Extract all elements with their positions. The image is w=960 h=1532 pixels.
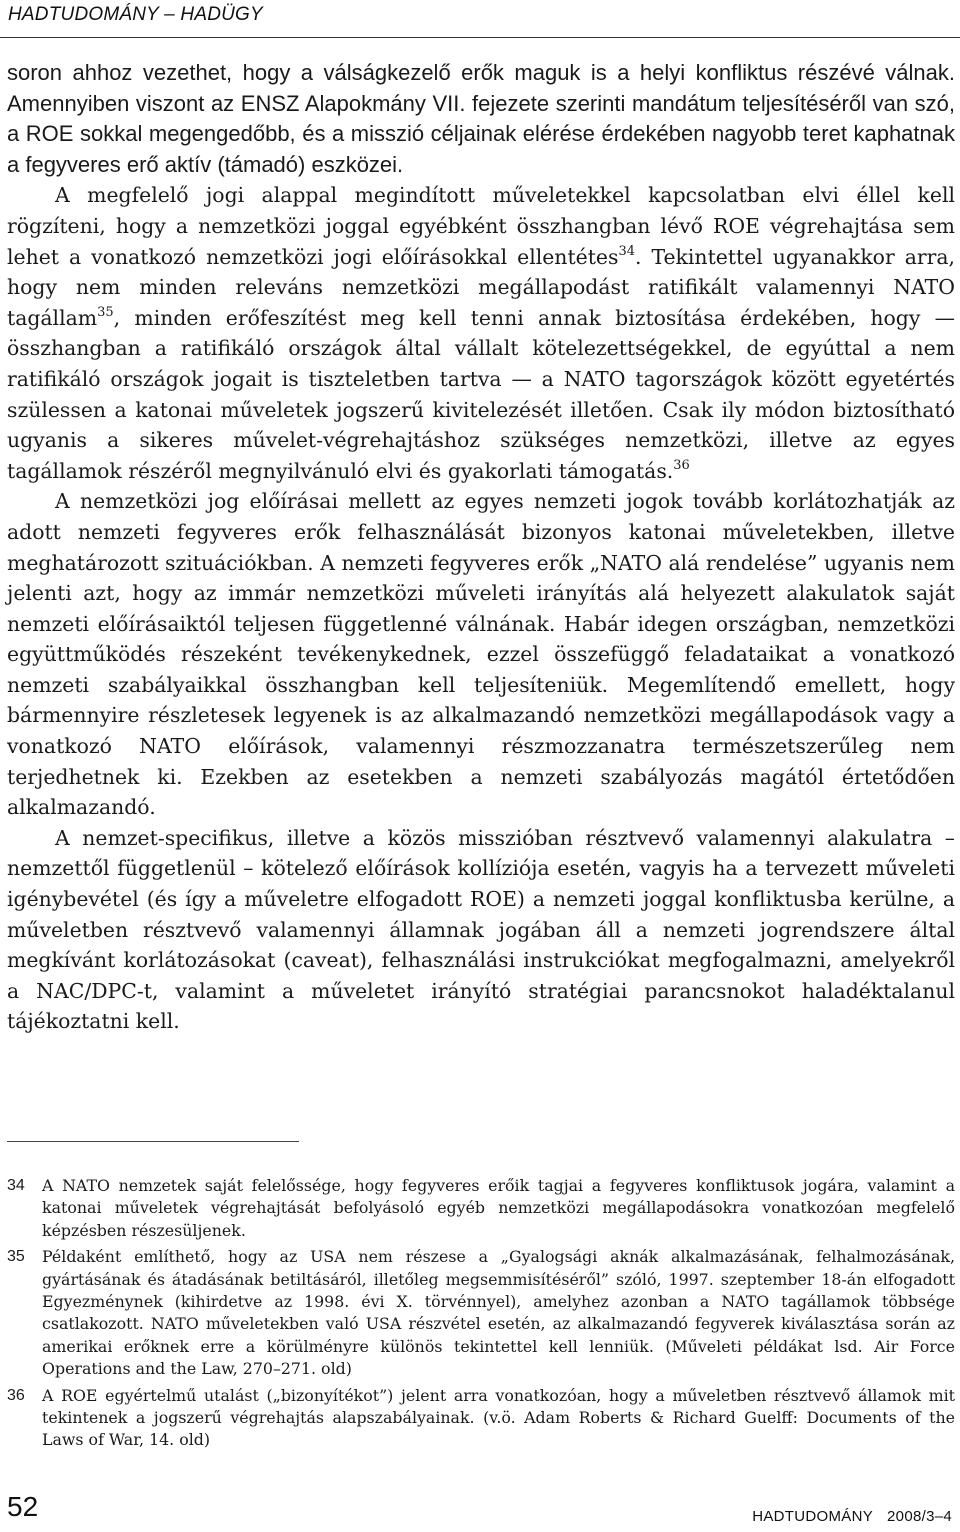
footnote-ref-34[interactable]: 34 xyxy=(618,243,635,259)
footnote-number: 34 xyxy=(7,1177,25,1194)
paragraph-3: A nemzetközi jog előírásai mellett az egyes nemzeti jogok tovább korlátozhatják az adott nemzeti fegyveres erők felhasználását bizonyos katonai műveletekben, illetve meghatározott szituációkban. A nemzeti fegyveres erők „NATO alá rendelése” ugyanis nem jelenti azt, hogy az immár nemzetközi műveleti irányítás alá helyezett alakulatok saját nemzeti előírásaiktól teljesen függetlenné válnának. Habár idegen országban, nemzetközi együttműködés részeként tevékenykednek, ezzel összefüggő feladataikat a vonatkozó nemzeti szabályaikkal összhangban kell teljesíteniük. Megemlítendő emellett, hogy bármennyire részletesek legyenek is az alkalmazandó nemzetközi megállapodások vagy a vonatkozó NATO előírások, valamennyi részmozzanatra természetszerűleg nem terjedhetnek ki. Ezekben az esetekben a nemzeti szabályozás magától értetődően alkalmazandó. xyxy=(7,489,955,820)
paragraph-1: soron ahhoz vezethet, hogy a válságkezelő erők maguk is a helyi konfliktus részévé válnak. Amennyiben viszont az ENSZ Alapokmány VII. fejezete szerinti mandátum teljesítéséről van szó, a ROE sokkal megengedőbb, és a misszió céljainak elérése érdekében nagyobb teret kaphatnak a fegyveres erő aktív (támadó) eszközei. xyxy=(7,60,955,177)
journal-name: HADTUDOMÁNY xyxy=(752,1508,874,1525)
paragraph-2-part-3: , minden erőfeszítést meg kell tenni annak biztosítása érdekében, hogy — összhangban a ratifikáló országok által vállalt kötelezettségekkel, de egyúttal a nem ratifikáló országok jogait is tiszteletben tartva — a NATO tagországok között egyetértés szülessen a katonai műveletek jogszerű kivitelezését illetően. Csak ily módon biztosítható ugyanis a sikeres művelet-végrehajtáshoz szükséges nemzetközi, illetve az egyes tagállamok részéről megnyilvánuló elvi és gyakorlati támogatás. xyxy=(7,305,955,483)
paragraph-4: A nemzet-specifikus, illetve a közös misszióban résztvevő valamennyi alakulatra – nemzettől függetlenül – kötelező előírások kollíziója esetén, vagyis ha a tervezett műveleti igénybevétel (és így a műveletre elfogadott ROE) a nemzeti joggal konfliktusba kerülne, a műveletben résztvevő valamennyi államnak jogában áll a nemzeti jogrendszere által megkívánt korlátozásokat (caveat), felhasználási instrukciókat megfogalmazni, amelyekről a NAC/DPC-t, valamint a műveletet irányító stratégiai parancsnokot haladéktalanul tájékoztatni kell. xyxy=(7,825,955,1034)
footer-journal xyxy=(752,1508,952,1525)
footnotes xyxy=(7,1175,955,1456)
footnote-text: A ROE egyértelmű utalást („bizonyítékot”) jelent arra vonatkozóan, hogy a műveletben résztvevő államok mit tekintenek a jogszerű végrehajtás alapszabályainak. (v.ö. Adam Roberts & Richard Guelff: Documents of the Laws of War, 14. old) xyxy=(42,1385,955,1450)
footnote-ref-36[interactable]: 36 xyxy=(673,457,690,473)
footnote-text: A NATO nemzetek saját felelőssége, hogy fegyveres erőik tagjai a fegyveres konfliktusok jogára, valamint a katonai műveletek végrehajtását befolyásoló egyéb nemzetközi megállapodásokra vonatkozóan megfelelő képzésben részesüljenek. xyxy=(42,1176,955,1240)
paragraph-2 xyxy=(7,180,955,486)
paragraph-2-part-1: A megfelelő jogi alappal megindított műveletekkel kapcsolatban elvi éllel kell rögzíteni, hogy a nemzetközi joggal egyébként összhangban lévő ROE végrehajtása sem lehet a vonatkozó nemzetközi jogi előírásokkal ellentétes xyxy=(7,183,955,269)
main-text xyxy=(7,58,955,1037)
footnote-34 xyxy=(7,1175,955,1242)
paragraph-2-part-2: . Tekintettel ugyanakkor arra, hogy nem minden releváns nemzetközi megállapodást ratifikált valamennyi NATO tagállam xyxy=(7,244,955,330)
footnote-divider xyxy=(7,1141,299,1142)
footnote-text: Példaként említhető, hogy az USA nem részese a „Gyalogsági aknák alkalmazásának, felhalmozásának, gyártásának és átadásának betiltásáról, illetőleg megsemmisítéséről” szóló, 1997. szeptember 18-án elfogadott Egyezménynek (kihirdetve az 1998. évi X. törvénnyel), amelyhez azonban a NATO tagállamok többsége csatlakozott. NATO műveletekben való USA részvétel esetén, az alkalmazandó fegyverek kiválasztása során az amerikai erőknek erre a körülményre különös tekintettel kell lenniük. (Műveleti példákat lsd. Air Force Operations and the Law, 270–271. old) xyxy=(42,1247,955,1379)
footnote-36 xyxy=(7,1385,955,1452)
header-divider xyxy=(0,37,960,38)
footnote-ref-35[interactable]: 35 xyxy=(97,304,114,320)
footnote-number: 35 xyxy=(7,1248,25,1266)
running-header: HADTUDOMÁNY – HADÜGY xyxy=(8,4,263,25)
footnote-number: 36 xyxy=(7,1386,25,1404)
issue-number: 2008/3–4 xyxy=(887,1508,952,1525)
page-number: 52 xyxy=(7,1491,39,1522)
footnote-35 xyxy=(7,1246,955,1380)
